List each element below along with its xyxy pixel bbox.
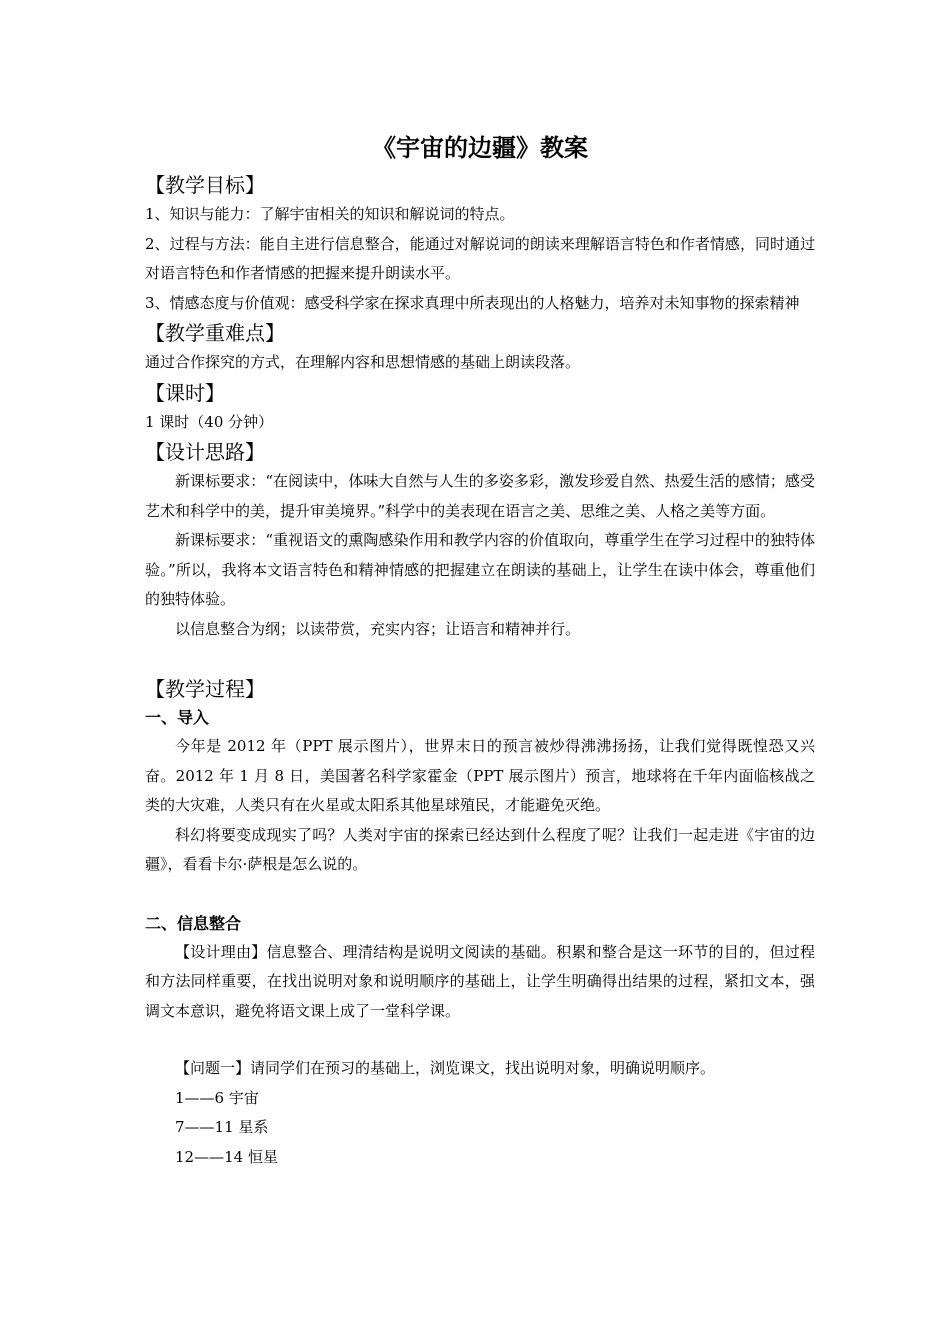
period-heading: 【课时】: [145, 380, 225, 405]
design-paragraph: 以信息整合为纲；以读带赏，充实内容；让语言和精神并行。: [175, 619, 581, 638]
list-item: 12——14 恒星: [175, 1147, 278, 1166]
document-title: 《宇宙的边疆》教案: [372, 133, 588, 162]
design-heading: 【设计思路】: [145, 440, 265, 464]
key-points-text: 通过合作探究的方式，在理解内容和思想情感的基础上朗读段落。: [145, 353, 581, 371]
design-paragraph: 新课标要求：“重视语文的熏陶感染作用和教学内容的价值取向，尊重学生在学习过程中的独特体验。”所以，我将本文语言特色和精神情感的把握建立在朗读的基础上，让学生在读中体会，尊重他们的独特体验。: [145, 531, 815, 608]
design-paragraph: 新课标要求：“在阅读中，体味大自然与人生的多姿多彩，激发珍爱自然、热爱生活的感情；感受艺术和科学中的美，提升审美境界。”科学中的美表现在语言之美、思维之美、人格之美等方面。: [145, 472, 815, 520]
list-item: 1——6 宇宙: [175, 1088, 259, 1107]
objective-item: 1、知识与能力：了解宇宙相关的知识和解说词的特点。: [145, 205, 515, 223]
objectives-heading: 【教学目标】: [145, 173, 265, 197]
design-rationale: 【设计理由】信息整合、理清结构是说明文阅读的基础。积累和整合是这一环节的目的，但过程和方法同样重要，在找出说明对象和说明顺序的基础上，让学生明确得出结果的过程，紧扣文本，强调文本意识，避免将语文课上成了一堂科学课。: [145, 942, 815, 1020]
document-page: [145, 128, 815, 1172]
objective-item: 3、情感态度与价值观：感受科学家在探求真理中所表现出的人格魅力，培养对未知事物的探索精神: [145, 293, 800, 312]
period-text: 1 课时（40 分钟）: [145, 412, 274, 431]
intro-paragraph: 科幻将要变成现实了吗？人类对宇宙的探索已经达到什么程度了呢？让我们一起走进《宇宙的边疆》，看看卡尔·萨根是怎么说的。: [145, 825, 815, 873]
intro-paragraph: 今年是 2012 年（PPT 展示图片），世界末日的预言被炒得沸沸扬扬，让我们觉得既惶恐又兴奋。2012 年 1 月 8 日，美国著名科学家霍金（PPT 展示图片）预言，地球将在千年内面临核战之类的大灾难，人类只有在火星或太阳系其他星球殖民，才能避免灭绝。: [145, 737, 815, 814]
process-heading: 【教学过程】: [145, 677, 265, 701]
list-item: 7——11 星系: [175, 1118, 269, 1136]
key-points-heading: 【教学重难点】: [145, 321, 285, 345]
objective-item: 2、过程与方法：能自主进行信息整合，能通过对解说词的朗读来理解语言特色和作者情感，同时通过对语言特色和作者情感的把握来提升朗读水平。: [145, 234, 815, 282]
spacer: [145, 1026, 815, 1054]
spacer: [145, 880, 815, 910]
section-heading-integration: 二、信息整合: [145, 913, 242, 933]
question-one: 【问题一】请同学们在预习的基础上，浏览课文，找出说明对象，明确说明顺序。: [175, 1059, 716, 1077]
section-heading-intro: 一、导入: [145, 708, 210, 727]
spacer: [145, 644, 815, 674]
